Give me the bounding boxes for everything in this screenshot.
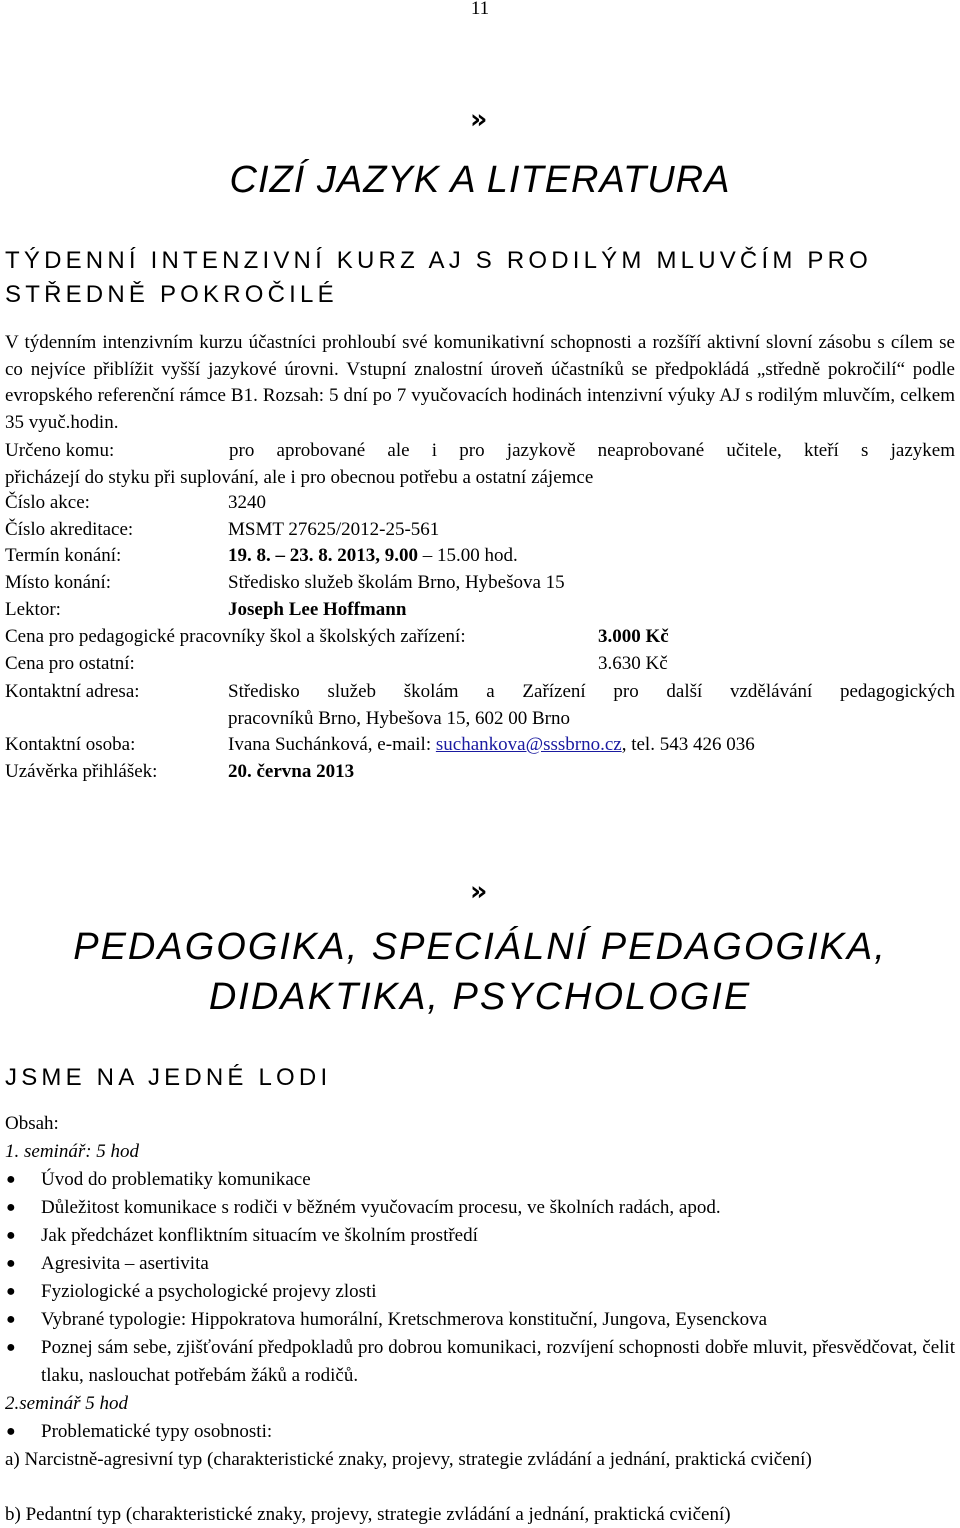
seminar2-label: 2.seminář 5 hod: [5, 1393, 128, 1414]
action-label: Číslo akce:: [5, 492, 90, 513]
list-item: ● Úvod do problematiky komunikace: [0, 1166, 960, 1194]
date-row: [5, 543, 955, 569]
personality-type-a: a) Narcistně-agresivní typ (charakteristické znaky, projevy, strategie zvládání a jednání, praktická cvičení): [5, 1449, 812, 1470]
price-pedagogues-label: Cena pro pedagogické pracovníky škol a školských zařízení:: [5, 626, 466, 647]
contact-email-link[interactable]: suchankova@sssbrno.cz: [435, 734, 622, 755]
course-title-line2: STŘEDNĚ POKROČILÉ: [5, 281, 338, 308]
action-value: 3240: [228, 492, 266, 513]
target-label: Určeno komu:: [5, 440, 115, 461]
bullet-icon: ●: [6, 1199, 16, 1216]
content-label: Obsah:: [5, 1113, 59, 1134]
target-row: [5, 438, 955, 491]
list-item: ● Problematické typy osobnosti:: [0, 1418, 960, 1446]
bullet-icon: ●: [6, 1311, 16, 1328]
lector-row: [5, 597, 955, 623]
accreditation-row: [5, 517, 955, 543]
price-other-row: [5, 651, 955, 677]
price-other-value: 3.630 Kč: [598, 653, 668, 674]
accreditation-value: MSMT 27625/2012-25-561: [228, 519, 440, 540]
target-continuation: přicházejí do styku při suplování, ale i pro obecnou potřebu a ostatní zájemce: [5, 466, 594, 488]
section-chevron-icon: »: [470, 104, 488, 135]
address-line1: Středisko služeb školám a Zařízení pro další vzdělávání pedagogických: [228, 681, 955, 702]
personality-type-b: b) Pedantní typ (charakteristické znaky, projevy, strategie zvládání a jednání, praktická cvičení): [5, 1504, 731, 1525]
deadline-label: Uzávěrka přihlášek:: [5, 761, 158, 782]
target-value: pro aprobované ale i pro jazykově neaprobované učitele, kteří s jazykem: [229, 440, 955, 461]
address-line2: pracovníků Brno, Hybešova 15, 602 00 Brno: [228, 708, 570, 729]
course-title-line1: TÝDENNÍ INTENZIVNÍ KURZ AJ S RODILÝM MLUVČÍM PRO: [5, 247, 873, 274]
date-label: Termín konání:: [5, 545, 122, 566]
action-row: [5, 490, 955, 516]
address-row: [5, 678, 955, 732]
lector-value: Joseph Lee Hoffmann: [228, 599, 407, 620]
course-title: JSME NA JEDNÉ LODI: [5, 1064, 332, 1091]
section-chevron-icon: »: [470, 876, 488, 907]
bullet-icon: ●: [6, 1227, 16, 1244]
date-time-end: – 15.00 hod.: [418, 545, 518, 566]
category-title-line1: PEDAGOGIKA, SPECIÁLNÍ PEDAGOGIKA,: [73, 926, 887, 968]
place-row: [5, 570, 955, 596]
lector-label: Lektor:: [5, 599, 61, 620]
accreditation-label: Číslo akreditace:: [5, 519, 134, 540]
contact-label: Kontaktní osoba:: [5, 734, 136, 755]
price-pedagogues-value: 3.000 Kč: [598, 626, 669, 647]
contact-phone: , tel. 543 426 036: [621, 734, 755, 755]
category-title-line2: DIDAKTIKA, PSYCHOLOGIE: [208, 976, 752, 1018]
date-value: 19. 8. – 23. 8. 2013, 9.00: [228, 545, 418, 566]
list-item: ● Fyziologické a psychologické projevy zlosti: [0, 1278, 960, 1306]
contact-row: [5, 732, 955, 758]
bullet-icon: ●: [6, 1423, 16, 1440]
course-description: V týdenním intenzivním kurzu účastníci prohloubí své komunikativní schopnosti a rozšíří aktivní slovní zásobu s cílem se co nejvíce přiblížit vyšší jazykové úrovni. Vstupní znalostní úroveň účastníků se předpokládá „středně pokročilí“ podle evropského referenční rámce B1. Rozsah: 5 dní po 7 vyučovacích hodinách intenzivní výuky AJ s rodilým mluvčím, celkem 35 vyuč.hodin.: [5, 332, 955, 433]
bullet-icon: ●: [6, 1339, 16, 1356]
list-item: ● Agresivita – asertivita: [0, 1250, 960, 1278]
deadline-value: 20. června 2013: [228, 761, 355, 782]
place-value: Středisko služeb školám Brno, Hybešova 15: [228, 572, 565, 593]
category-title: CIZÍ JAZYK A LITERATURA: [229, 159, 731, 201]
price-pedagogues-row: [5, 624, 955, 650]
bullet-icon: ●: [6, 1283, 16, 1300]
contact-name: Ivana Suchánková, e-mail:: [228, 734, 436, 755]
bullet-icon: ●: [6, 1255, 16, 1272]
address-label: Kontaktní adresa:: [5, 681, 140, 702]
bullet-icon: ●: [6, 1171, 16, 1188]
list-item: ● Jak předcházet konfliktním situacím ve školním prostředí: [0, 1222, 960, 1250]
list-item: ● Poznej sám sebe, zjišťování předpokladů pro dobrou komunikaci, rozvíjení schopnosti dobře mluvit, přesvědčovat, čelit tlaku, naslouchat potřebám žáků a rodičů.: [0, 1334, 960, 1390]
seminar1-label: 1. seminář: 5 hod: [5, 1141, 140, 1162]
page-number: 11: [470, 0, 490, 19]
price-other-label: Cena pro ostatní:: [5, 653, 135, 674]
list-item: ● Důležitost komunikace s rodiči v běžném vyučovacím procesu, ve školních radách, apod.: [0, 1194, 960, 1222]
list-item: ● Vybrané typologie: Hippokratova humorální, Kretschmerova konstituční, Jungova, Eysenckova: [0, 1306, 960, 1334]
place-label: Místo konání:: [5, 572, 112, 593]
deadline-row: [5, 759, 955, 785]
